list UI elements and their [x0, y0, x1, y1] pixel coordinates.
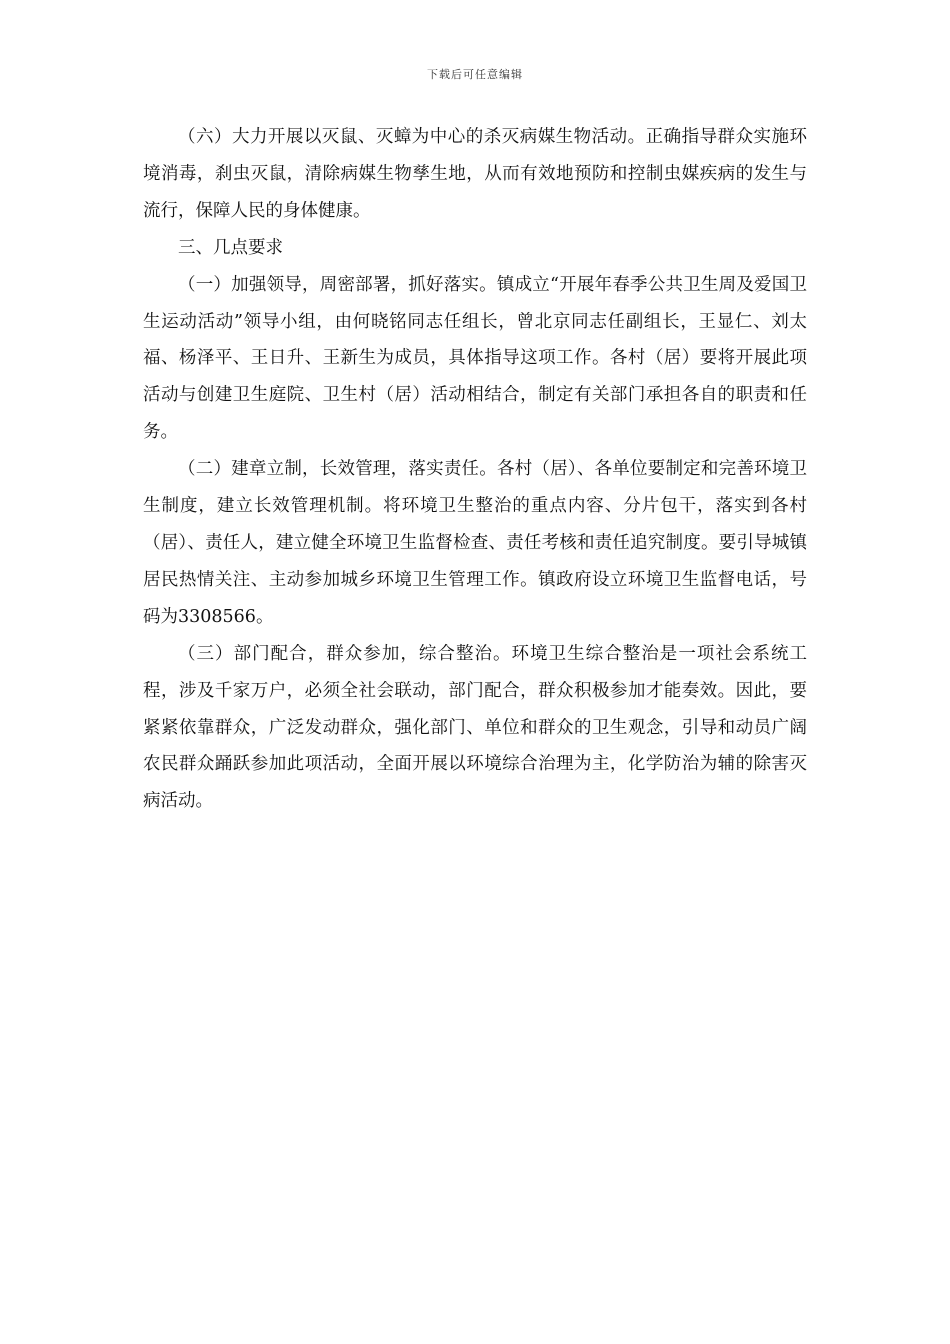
- paragraph-item-six: （六）大力开展以灭鼠、灭蟑为中心的杀灭病媒生物活动。正确指导群众实施环境消毒，刹虫灭鼠，清除病媒生物孳生地，从而有效地预防和控制虫媒疾病的发生与流行，保障人民的身体健康。: [143, 127, 807, 221]
- page-header-note: 下载后可任意编辑: [427, 68, 523, 81]
- paragraph-requirement-one: （一）加强领导，周密部署，抓好落实。镇成立“开展年春季公共卫生周及爱国卫生运动活动”领导小组，由何晓铭同志任组长，曾北京同志任副组长，王显仁、刘太福、杨泽平、王日升、王新生为成员，具体指导这项工作。各村（居）要将开展此项活动与创建卫生庭院、卫生村（居）活动相结合，制定有关部门承担各自的职责和任务。: [143, 274, 807, 443]
- document-body: [143, 119, 807, 820]
- section-heading-requirements: 三、几点要求: [178, 237, 283, 258]
- paragraph-requirement-three: （三）部门配合，群众参加，综合整治。环境卫生综合整治是一项社会系统工程，涉及千家万户，必须全社会联动，部门配合，群众积极参加才能奏效。因此，要紧紧依靠群众，广泛发动群众，强化部门、单位和群众的卫生观念，引导和动员广阔农民群众踊跃参加此项活动，全面开展以环境综合治理为主，化学防治为辅的除害灭病活动。: [143, 643, 807, 812]
- paragraph-requirement-two: （二）建章立制，长效管理，落实责任。各村（居）、各单位要制定和完善环境卫生制度，建立长效管理机制。将环境卫生整治的重点内容、分片包干，落实到各村（居）、责任人，建立健全环境卫生监督检查、责任考核和责任追究制度。要引导城镇居民热情关注、主动参加城乡环境卫生管理工作。镇政府设立环境卫生监督电话，号码为3308566。: [143, 459, 807, 627]
